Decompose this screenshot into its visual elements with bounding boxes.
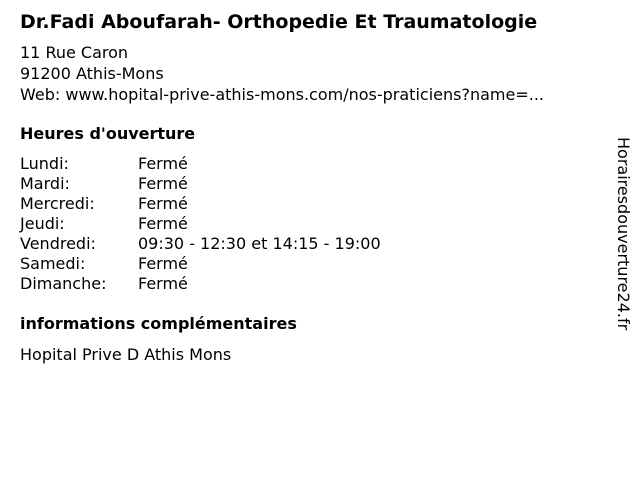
site-watermark: Horairesdouverture24.fr [614,137,633,331]
hours-row-friday [20,234,381,254]
hours-value: Fermé [138,214,188,233]
opening-hours-heading: Heures d'ouverture [20,124,196,143]
address-street: 11 Rue Caron [20,43,129,62]
hours-day-label: Vendredi: [20,234,96,253]
hours-value: Fermé [138,154,188,173]
hours-value: Fermé [138,194,188,213]
hours-day-label: Mercredi: [20,194,95,213]
hours-row-monday [20,154,381,174]
hours-row-saturday [20,254,381,274]
hours-row-thursday [20,214,381,234]
hours-row-wednesday [20,194,381,214]
hours-value: Fermé [138,274,188,293]
hours-value: Fermé [138,174,188,193]
page-title: Dr.Fadi Aboufarah- Orthopedie Et Traumatologie [20,11,538,33]
address-city: 91200 Athis-Mons [20,64,164,83]
hours-value: 09:30 - 12:30 et 14:15 - 19:00 [138,234,381,253]
hours-row-sunday [20,274,381,294]
additional-info-text: Hopital Prive D Athis Mons [20,345,232,364]
hours-row-tuesday [20,174,381,194]
hours-value: Fermé [138,254,188,273]
hours-day-label: Dimanche: [20,274,107,293]
hours-day-label: Jeudi: [20,214,65,233]
hours-day-label: Samedi: [20,254,86,273]
website-link[interactable]: Web: www.hopital-prive-athis-mons.com/nos-praticiens?name=... [20,85,544,104]
hours-day-label: Lundi: [20,154,69,173]
additional-info-heading: informations complémentaires [20,314,297,333]
opening-hours-table [20,154,381,294]
hours-day-label: Mardi: [20,174,70,193]
